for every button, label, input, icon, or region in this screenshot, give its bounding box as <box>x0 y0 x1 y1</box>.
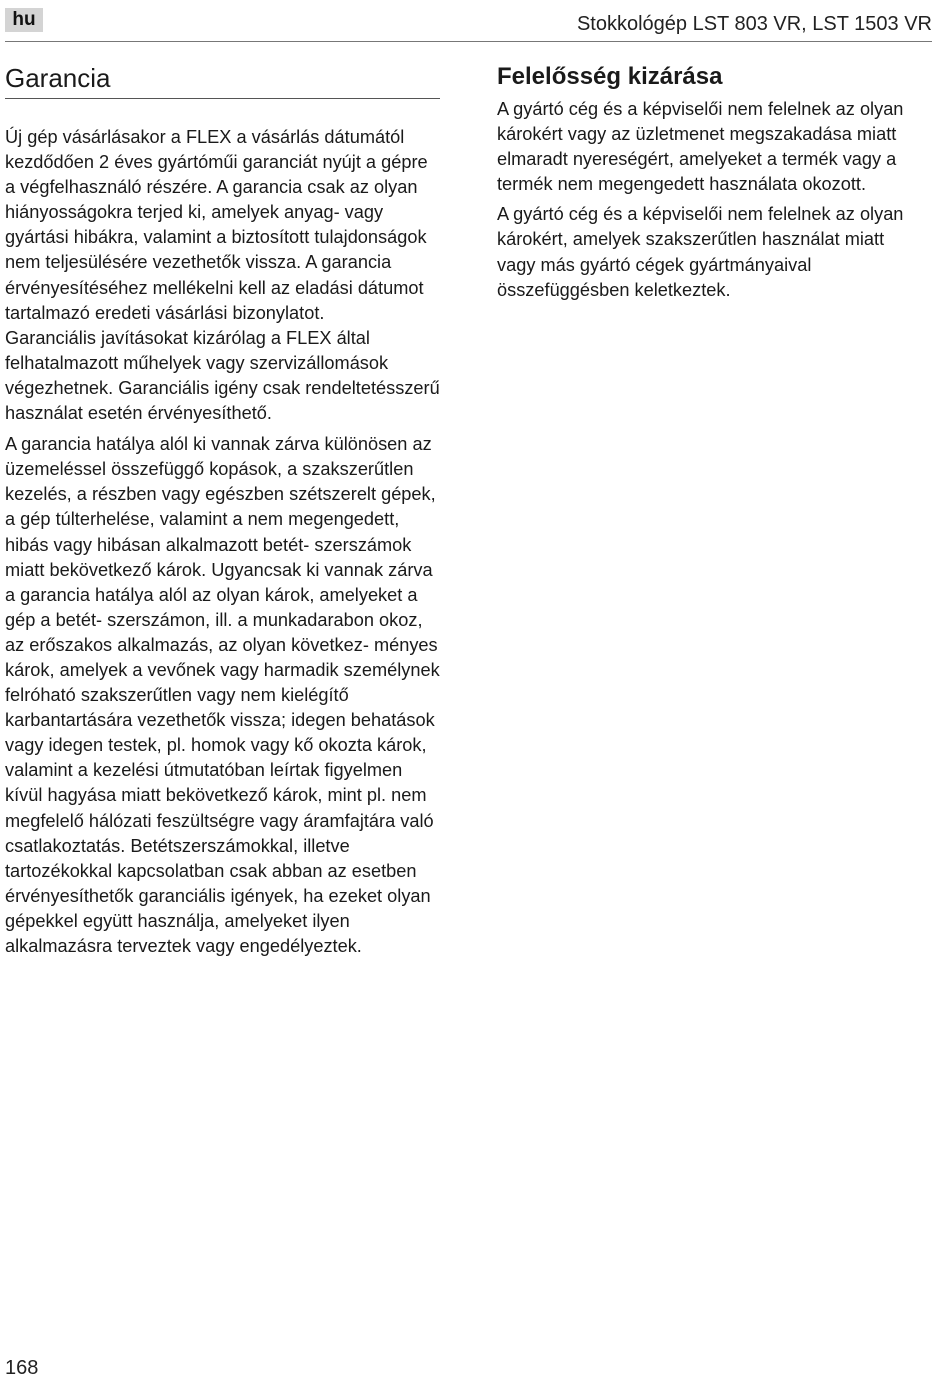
page-number: 168 <box>5 1357 39 1379</box>
liability-paragraph: A gyártó cég és a képviselői nem felelnek az olyan károkért, amelyek szakszerűtlen használat miatt vagy más gyártó cégek gyártmányaival összefüggésben keletkeztek. <box>497 204 904 300</box>
warranty-section <box>5 60 440 959</box>
warranty-paragraph: Garanciális javításokat kizárólag a FLEX által felhatalmazott műhelyek vagy szervizállomások végezhetnek. Garanciális igény csak rendeltetésszerű használat esetén érvényesíthető. <box>5 327 440 424</box>
warranty-paragraph: A garancia hatálya alól ki vannak zárva különösen az üzemeléssel összefüggő kopások, a szakszerűtlen kezelés, a részben vagy egészben szétszerelt gépek, a gép túlterhelése, valamint a nem megengedett, hibás vagy hibásan alkalmazott betét- szerszámok miatt bekövetkező károk. Ugyancsak ki vannak zárva a garancia hatálya alól az olyan károk, amelyeket a gép a betét- szerszámon, ill. a munkadarabon okoz, az erőszakos alkalmazás, az olyan következ- ményes károk, amelyek a vevőnek vagy harmadik személynek felróható szakszerűtlen vagy nem kielégítő karbantartására vezethetők vissza; idegen behatások vagy idegen testek, pl. homok vagy kő okozta károk, valamint a kezelési útmutatóban leírtak figyelmen kívül hagyása miatt bekövetkező károk, mint pl. nem megfelelő hálózati feszültségre vagy áramfajtára való csatlakoztatás. Betétszerszámokkal, illetve tartozékokkal kapcsolatban csak abban az esetben érvényesíthetők garanciális igények, ha ezeket olyan gépekkel együtt használja, amelyeket ilyen alkalmazásra terveztek vagy engedélyeztek. <box>5 434 440 956</box>
liability-heading: Felelősség kizárása <box>497 63 723 90</box>
header-divider <box>5 41 932 42</box>
language-badge: hu <box>5 8 43 32</box>
liability-section <box>497 60 917 303</box>
liability-paragraph: A gyártó cég és a képviselői nem felelnek az olyan károkért vagy az üzletmenet megszakadása miatt elmaradt nyereségért, amelyeket a termék vagy a termék nem megengedett használata okozott. <box>497 99 904 195</box>
document-title: Stokkológép LST 803 VR, LST 1503 VR <box>576 13 932 35</box>
warranty-heading: Garancia <box>5 60 440 99</box>
warranty-paragraph: Új gép vásárlásakor a FLEX a vásárlás dátumától kezdődően 2 éves gyártóműi garanciát nyújt a gépre a végfelhasználó részére. A garancia csak az olyan hiányosságokra terjed ki, amelyek anyag- vagy gyártási hibákra, valamint a biztosított tulajdonságok nem teljesülésére vezethetők vissza. A garancia érvényesítéséhez mellékelni kell az eladási dátumot tartalmazó eredeti vásárlási bizonylatot. <box>5 127 428 323</box>
